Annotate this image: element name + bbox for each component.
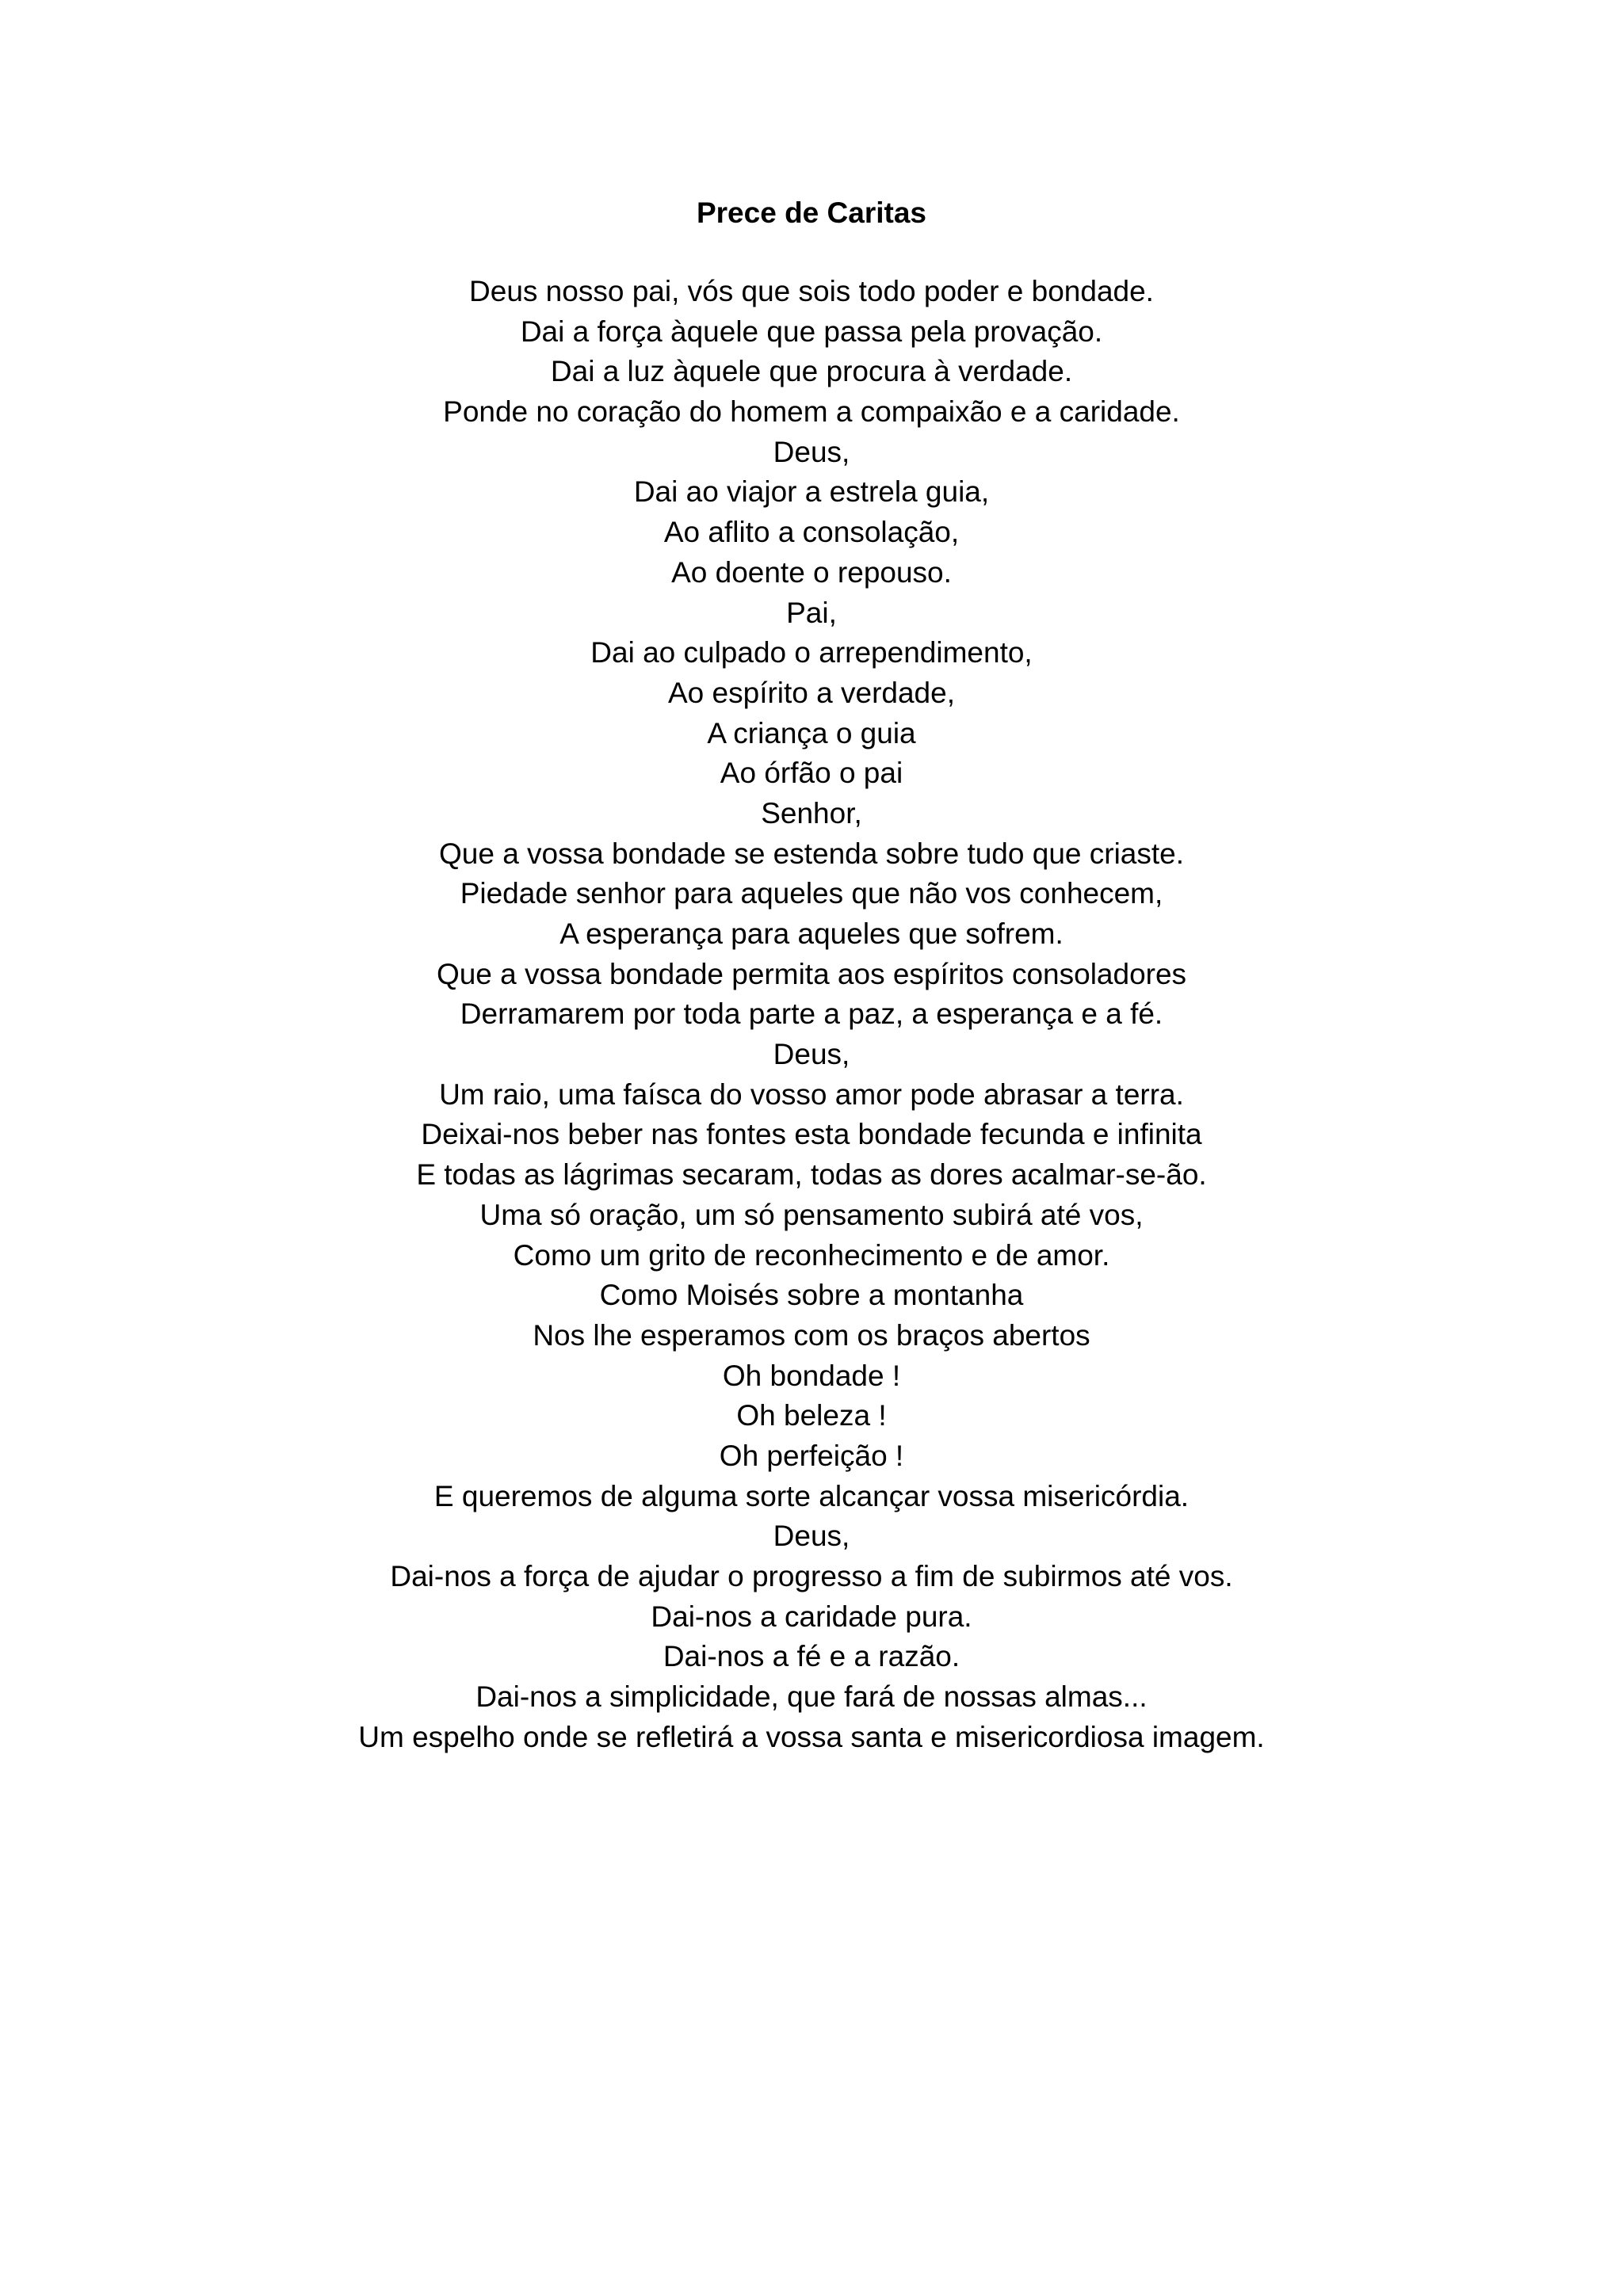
poem-line: Deus, [773, 1038, 850, 1071]
poem-line: Oh beleza ! [736, 1399, 887, 1432]
poem-line: A esperança para aqueles que sofrem. [559, 917, 1064, 950]
poem-line: Como um grito de reconhecimento e de amor. [513, 1238, 1110, 1272]
poem-line: Dai-nos a caridade pura. [651, 1600, 972, 1633]
poem-line: E todas as lágrimas secaram, todas as dores acalmar-se-ão. [416, 1158, 1207, 1192]
poem-line: Dai-nos a fé e a razão. [663, 1640, 960, 1673]
poem-line: Dai-nos a força de ajudar o progresso a fim de subirmos até vos. [390, 1560, 1233, 1592]
poem-line: Piedade senhor para aqueles que não vos conhecem, [460, 877, 1163, 910]
poem-line: Que a vossa bondade permita aos espíritos consoladores [436, 957, 1187, 990]
poem-line: Ponde no coração do homem a compaixão e a caridade. [443, 395, 1180, 429]
poem-line: Pai, [786, 596, 837, 629]
poem-line: Ao aflito a consolação, [663, 516, 960, 549]
document-title: Prece de Caritas [696, 196, 926, 229]
poem-line: Dai ao culpado o arrependimento, [590, 636, 1033, 669]
poem-line: Dai a força àquele que passa pela provação. [520, 315, 1103, 348]
poem-line: Oh perfeição ! [719, 1439, 904, 1472]
poem-line: Oh bondade ! [722, 1359, 901, 1392]
poem-line: Que a vossa bondade se estenda sobre tudo que criaste. [438, 837, 1185, 870]
poem-line: Deixai-nos beber nas fontes esta bondade fecunda e infinita [421, 1118, 1202, 1151]
poem-line: Ao espírito a verdade, [668, 676, 955, 709]
poem-line: Um raio, uma faísca do vosso amor pode abrasar a terra. [439, 1077, 1184, 1111]
poem-line: Dai a luz àquele que procura à verdade. [550, 355, 1073, 388]
poem-line: Nos lhe esperamos com os braços abertos [533, 1318, 1090, 1352]
poem-line: Senhor, [761, 796, 862, 830]
poem-line: Deus, [773, 1520, 850, 1553]
poem-line: E queremos de alguma sorte alcançar vossa misericórdia. [433, 1479, 1190, 1512]
poem-line: Um espelho onde se refletirá a vossa santa e misericordiosa imagem. [358, 1720, 1265, 1753]
poem-line: A criança o guia [707, 716, 916, 749]
poem-line: Deus nosso pai, vós que sois todo poder e bondade. [469, 275, 1154, 307]
poem-line: Dai ao viajor a estrela guia, [633, 475, 990, 509]
poem-line: Ao doente o repouso. [671, 555, 952, 589]
poem-line: Dai-nos a simplicidade, que fará de nossas almas... [475, 1680, 1148, 1714]
poem-line: Derramarem por toda parte a paz, a esperança e a fé. [460, 997, 1163, 1031]
poem-line: Como Moisés sobre a montanha [599, 1279, 1024, 1312]
poem-line: Uma só oração, um só pensamento subirá até vos, [479, 1198, 1144, 1231]
poem-line: Ao órfão o pai [720, 757, 903, 790]
poem-body [0, 272, 1623, 1757]
poem-line: Deus, [773, 435, 850, 468]
